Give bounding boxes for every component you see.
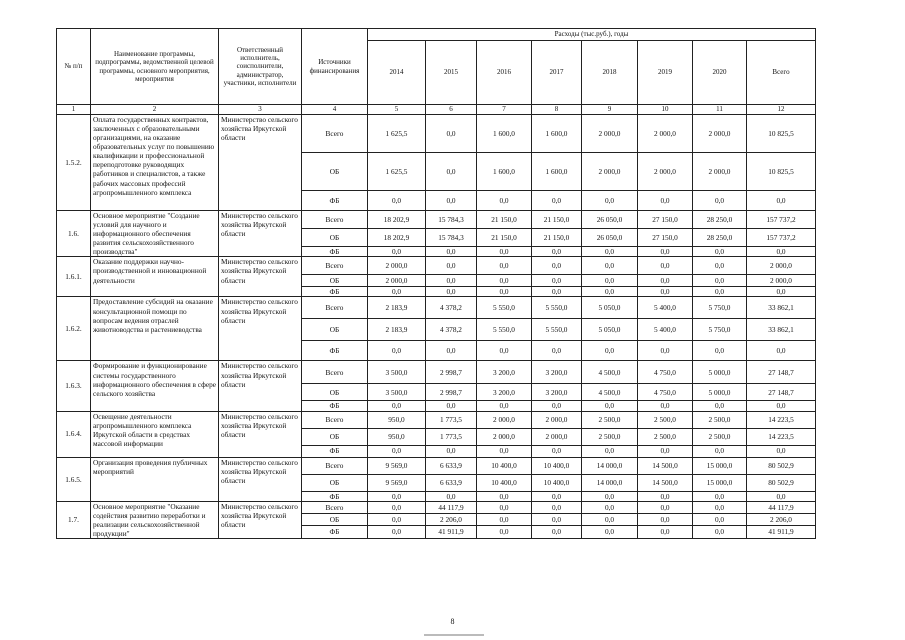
table-row <box>57 411 816 428</box>
year-value: 10 400,0 <box>532 474 582 491</box>
total-value: 2 206,0 <box>747 513 816 525</box>
year-value: 10 400,0 <box>477 474 532 491</box>
year-value: 0,0 <box>368 501 426 513</box>
year-value: 3 200,0 <box>532 361 582 384</box>
year-value: 0,0 <box>477 275 532 287</box>
funding-source: ОБ <box>302 228 368 246</box>
column-number: 8 <box>532 105 582 115</box>
funding-source: Всего <box>302 501 368 513</box>
year-value: 0,0 <box>477 401 532 411</box>
year-value: 4 378,2 <box>426 297 477 319</box>
year-value: 2 183,9 <box>368 297 426 319</box>
year-value: 2 000,0 <box>477 428 532 445</box>
year-value: 1 625,5 <box>368 114 426 152</box>
header-year-2020: 2020 <box>693 41 747 105</box>
column-number: 5 <box>368 105 426 115</box>
year-value: 9 569,0 <box>368 457 426 474</box>
year-value: 0,0 <box>638 445 693 457</box>
year-value: 28 250,0 <box>693 210 747 228</box>
column-number: 1 <box>57 105 91 115</box>
year-value: 0,0 <box>638 190 693 210</box>
header-year-total: Всего <box>747 41 816 105</box>
year-value: 0,0 <box>477 341 532 361</box>
year-value: 2 500,0 <box>638 411 693 428</box>
year-value: 14 000,0 <box>582 457 638 474</box>
item-name: Основное мероприятие "Оказание содействия развитию переработки и реализации сельскохозяйственной продукции" <box>91 501 219 538</box>
total-value: 44 117,9 <box>747 501 816 513</box>
year-value: 0,0 <box>532 513 582 525</box>
column-number: 4 <box>302 105 368 115</box>
header-year-2017: 2017 <box>532 41 582 105</box>
year-value: 21 150,0 <box>532 228 582 246</box>
year-value: 2 000,0 <box>368 257 426 275</box>
year-value: 0,0 <box>638 246 693 257</box>
year-value: 27 150,0 <box>638 228 693 246</box>
item-executor: Министерство сельского хозяйства Иркутской области <box>219 297 302 361</box>
total-value: 33 862,1 <box>747 319 816 341</box>
year-value: 0,0 <box>426 287 477 297</box>
column-number: 12 <box>747 105 816 115</box>
year-value: 26 050,0 <box>582 210 638 228</box>
year-value: 2 000,0 <box>693 152 747 190</box>
funding-source: ОБ <box>302 319 368 341</box>
year-value: 0,0 <box>693 246 747 257</box>
funding-source: ФБ <box>302 401 368 411</box>
funding-source: ОБ <box>302 513 368 525</box>
year-value: 0,0 <box>582 525 638 538</box>
total-value: 14 223,5 <box>747 411 816 428</box>
funding-source: Всего <box>302 361 368 384</box>
item-name: Оказание поддержки научно-производственной и инновационной деятельности <box>91 257 219 297</box>
table-row <box>57 361 816 384</box>
year-value: 0,0 <box>532 401 582 411</box>
year-value: 5 750,0 <box>693 319 747 341</box>
year-value: 0,0 <box>693 445 747 457</box>
column-number: 11 <box>693 105 747 115</box>
year-value: 0,0 <box>693 401 747 411</box>
year-value: 2 500,0 <box>582 428 638 445</box>
year-value: 0,0 <box>368 246 426 257</box>
funding-source: ФБ <box>302 246 368 257</box>
scan-artifact <box>424 634 484 636</box>
year-value: 4 750,0 <box>638 384 693 401</box>
year-value: 15 784,3 <box>426 210 477 228</box>
year-value: 0,0 <box>426 190 477 210</box>
funding-source: Всего <box>302 257 368 275</box>
year-value: 4 500,0 <box>582 384 638 401</box>
item-executor: Министерство сельского хозяйства Иркутской области <box>219 257 302 297</box>
year-value: 0,0 <box>693 190 747 210</box>
year-value: 0,0 <box>532 501 582 513</box>
year-value: 0,0 <box>477 257 532 275</box>
funding-source: Всего <box>302 457 368 474</box>
item-number: 1.6. <box>57 210 91 257</box>
year-value: 0,0 <box>693 257 747 275</box>
year-value: 0,0 <box>532 190 582 210</box>
total-value: 0,0 <box>747 401 816 411</box>
year-value: 950,0 <box>368 411 426 428</box>
total-value: 10 825,5 <box>747 152 816 190</box>
funding-source: ФБ <box>302 287 368 297</box>
year-value: 5 400,0 <box>638 297 693 319</box>
year-value: 2 000,0 <box>693 114 747 152</box>
year-value: 0,0 <box>638 341 693 361</box>
year-value: 2 000,0 <box>532 411 582 428</box>
funding-source: ОБ <box>302 384 368 401</box>
year-value: 0,0 <box>426 341 477 361</box>
year-value: 3 500,0 <box>368 384 426 401</box>
year-value: 1 600,0 <box>477 152 532 190</box>
total-value: 10 825,5 <box>747 114 816 152</box>
year-value: 0,0 <box>368 445 426 457</box>
item-name: Предоставление субсидий на оказание консультационной помощи по вопросам ведения отраслей животноводства и растениеводства <box>91 297 219 361</box>
item-name: Основное мероприятие "Создание условий для научного и информационного обеспечения развития сельскохозяйственного производства" <box>91 210 219 257</box>
item-number: 1.7. <box>57 501 91 538</box>
year-value: 0,0 <box>477 501 532 513</box>
year-value: 2 000,0 <box>477 411 532 428</box>
year-value: 0,0 <box>582 275 638 287</box>
total-value: 80 502,9 <box>747 474 816 491</box>
year-value: 10 400,0 <box>532 457 582 474</box>
year-value: 28 250,0 <box>693 228 747 246</box>
header-expenses: Расходы (тыс.руб.), годы <box>368 29 816 41</box>
header-year-2019: 2019 <box>638 41 693 105</box>
year-value: 5 550,0 <box>477 297 532 319</box>
year-value: 44 117,9 <box>426 501 477 513</box>
column-number: 2 <box>91 105 219 115</box>
year-value: 0,0 <box>426 257 477 275</box>
year-value: 0,0 <box>532 287 582 297</box>
item-number: 1.6.3. <box>57 361 91 411</box>
year-value: 0,0 <box>426 275 477 287</box>
column-number: 6 <box>426 105 477 115</box>
year-value: 0,0 <box>582 401 638 411</box>
year-value: 0,0 <box>426 445 477 457</box>
year-value: 0,0 <box>638 287 693 297</box>
funding-source: ФБ <box>302 445 368 457</box>
year-value: 0,0 <box>532 525 582 538</box>
year-value: 0,0 <box>532 341 582 361</box>
year-value: 0,0 <box>638 491 693 501</box>
column-number: 9 <box>582 105 638 115</box>
year-value: 0,0 <box>368 513 426 525</box>
item-executor: Министерство сельского хозяйства Иркутской области <box>219 114 302 210</box>
year-value: 950,0 <box>368 428 426 445</box>
year-value: 2 998,7 <box>426 361 477 384</box>
funding-source: Всего <box>302 297 368 319</box>
year-value: 0,0 <box>638 501 693 513</box>
year-value: 0,0 <box>368 491 426 501</box>
year-value: 3 200,0 <box>477 384 532 401</box>
year-value: 1 625,5 <box>368 152 426 190</box>
funding-source: ФБ <box>302 190 368 210</box>
year-value: 2 500,0 <box>693 428 747 445</box>
year-value: 0,0 <box>582 190 638 210</box>
header-name: Наименование программы, подпрограммы, ведомственной целевой программы, основного мероприятия, мероприятия <box>91 29 219 105</box>
year-value: 0,0 <box>477 445 532 457</box>
header-source: Источники финансирования <box>302 29 368 105</box>
year-value: 2 000,0 <box>582 152 638 190</box>
year-value: 2 000,0 <box>532 428 582 445</box>
year-value: 0,0 <box>582 287 638 297</box>
year-value: 1 600,0 <box>477 114 532 152</box>
year-value: 0,0 <box>693 275 747 287</box>
year-value: 27 150,0 <box>638 210 693 228</box>
funding-source: ФБ <box>302 341 368 361</box>
year-value: 0,0 <box>477 287 532 297</box>
item-number: 1.6.4. <box>57 411 91 457</box>
year-value: 0,0 <box>532 445 582 457</box>
total-value: 27 148,7 <box>747 384 816 401</box>
year-value: 2 206,0 <box>426 513 477 525</box>
year-value: 0,0 <box>693 341 747 361</box>
funding-source: ФБ <box>302 525 368 538</box>
total-value: 0,0 <box>747 287 816 297</box>
total-value: 0,0 <box>747 341 816 361</box>
year-value: 0,0 <box>582 491 638 501</box>
header-year-2018: 2018 <box>582 41 638 105</box>
year-value: 0,0 <box>532 246 582 257</box>
year-value: 4 750,0 <box>638 361 693 384</box>
year-value: 0,0 <box>426 401 477 411</box>
year-value: 14 000,0 <box>582 474 638 491</box>
year-value: 15 000,0 <box>693 474 747 491</box>
year-value: 41 911,9 <box>426 525 477 538</box>
year-value: 0,0 <box>693 501 747 513</box>
funding-source: Всего <box>302 210 368 228</box>
year-value: 18 202,9 <box>368 210 426 228</box>
table-row <box>57 257 816 275</box>
funding-source: ОБ <box>302 428 368 445</box>
year-value: 6 633,9 <box>426 457 477 474</box>
total-value: 0,0 <box>747 445 816 457</box>
year-value: 1 600,0 <box>532 114 582 152</box>
year-value: 1 600,0 <box>532 152 582 190</box>
year-value: 0,0 <box>477 525 532 538</box>
header-year-2015: 2015 <box>426 41 477 105</box>
year-value: 0,0 <box>582 501 638 513</box>
total-value: 27 148,7 <box>747 361 816 384</box>
year-value: 2 998,7 <box>426 384 477 401</box>
total-value: 2 000,0 <box>747 275 816 287</box>
funding-source: ОБ <box>302 474 368 491</box>
total-value: 157 737,2 <box>747 210 816 228</box>
year-value: 5 550,0 <box>532 297 582 319</box>
year-value: 4 378,2 <box>426 319 477 341</box>
year-value: 26 050,0 <box>582 228 638 246</box>
year-value: 0,0 <box>532 491 582 501</box>
year-value: 5 750,0 <box>693 297 747 319</box>
year-value: 0,0 <box>426 114 477 152</box>
year-value: 2 500,0 <box>638 428 693 445</box>
year-value: 0,0 <box>477 190 532 210</box>
column-number: 3 <box>219 105 302 115</box>
expenses-table <box>56 28 816 539</box>
year-value: 0,0 <box>426 246 477 257</box>
year-value: 0,0 <box>582 257 638 275</box>
page-number: 8 <box>450 617 455 626</box>
year-value: 0,0 <box>582 341 638 361</box>
year-value: 0,0 <box>368 190 426 210</box>
total-value: 0,0 <box>747 491 816 501</box>
item-name: Освещение деятельности агропромышленного комплекса Иркутской области в средствах массовой информации <box>91 411 219 457</box>
header-year-2014: 2014 <box>368 41 426 105</box>
total-value: 14 223,5 <box>747 428 816 445</box>
item-name: Оплата государственных контрактов, заключенных с образовательными организациями, на оказание образовательных услуг по повышению квалификации и профессиональной переподготовке руководящих работников и специалистов, а также рабочих массовых профессий агропромышленного комплекса <box>91 114 219 210</box>
year-value: 5 050,0 <box>582 297 638 319</box>
total-value: 0,0 <box>747 246 816 257</box>
year-value: 5 050,0 <box>582 319 638 341</box>
item-executor: Министерство сельского хозяйства Иркутской области <box>219 210 302 257</box>
year-value: 6 633,9 <box>426 474 477 491</box>
year-value: 5 000,0 <box>693 361 747 384</box>
year-value: 2 000,0 <box>638 114 693 152</box>
column-number: 10 <box>638 105 693 115</box>
year-value: 0,0 <box>693 525 747 538</box>
year-value: 21 150,0 <box>477 210 532 228</box>
total-value: 33 862,1 <box>747 297 816 319</box>
year-value: 0,0 <box>638 401 693 411</box>
year-value: 5 000,0 <box>693 384 747 401</box>
year-value: 0,0 <box>638 257 693 275</box>
year-value: 5 550,0 <box>477 319 532 341</box>
year-value: 2 000,0 <box>582 114 638 152</box>
total-value: 41 911,9 <box>747 525 816 538</box>
year-value: 2 183,9 <box>368 319 426 341</box>
item-number: 1.6.2. <box>57 297 91 361</box>
year-value: 9 569,0 <box>368 474 426 491</box>
year-value: 0,0 <box>532 257 582 275</box>
funding-source: Всего <box>302 411 368 428</box>
year-value: 0,0 <box>426 491 477 501</box>
year-value: 0,0 <box>426 152 477 190</box>
item-executor: Министерство сельского хозяйства Иркутской области <box>219 501 302 538</box>
year-value: 0,0 <box>638 513 693 525</box>
year-value: 0,0 <box>368 401 426 411</box>
year-value: 3 200,0 <box>477 361 532 384</box>
item-number: 1.6.1. <box>57 257 91 297</box>
item-number: 1.6.5. <box>57 457 91 501</box>
year-value: 14 500,0 <box>638 457 693 474</box>
item-number: 1.5.2. <box>57 114 91 210</box>
year-value: 2 500,0 <box>582 411 638 428</box>
year-value: 1 773,5 <box>426 428 477 445</box>
year-value: 5 550,0 <box>532 319 582 341</box>
year-value: 21 150,0 <box>532 210 582 228</box>
year-value: 0,0 <box>477 491 532 501</box>
year-value: 0,0 <box>638 525 693 538</box>
year-value: 0,0 <box>693 491 747 501</box>
year-value: 15 000,0 <box>693 457 747 474</box>
year-value: 2 000,0 <box>368 275 426 287</box>
year-value: 2 000,0 <box>638 152 693 190</box>
year-value: 0,0 <box>693 287 747 297</box>
year-value: 14 500,0 <box>638 474 693 491</box>
year-value: 0,0 <box>693 513 747 525</box>
funding-source: ОБ <box>302 152 368 190</box>
year-value: 3 200,0 <box>532 384 582 401</box>
item-name: Формирование и функционирование системы государственного информационного обеспечения в сфере сельского хозяйства <box>91 361 219 411</box>
table-row <box>57 297 816 319</box>
total-value: 0,0 <box>747 190 816 210</box>
total-value: 157 737,2 <box>747 228 816 246</box>
total-value: 80 502,9 <box>747 457 816 474</box>
year-value: 0,0 <box>638 275 693 287</box>
year-value: 0,0 <box>477 246 532 257</box>
year-value: 4 500,0 <box>582 361 638 384</box>
header-no: № п/п <box>57 29 91 105</box>
item-executor: Министерство сельского хозяйства Иркутской области <box>219 361 302 411</box>
column-number: 7 <box>477 105 532 115</box>
funding-source: Всего <box>302 114 368 152</box>
year-value: 0,0 <box>368 525 426 538</box>
header-year-2016: 2016 <box>477 41 532 105</box>
table-row <box>57 210 816 228</box>
year-value: 10 400,0 <box>477 457 532 474</box>
item-executor: Министерство сельского хозяйства Иркутской области <box>219 457 302 501</box>
year-value: 0,0 <box>532 275 582 287</box>
table-row <box>57 501 816 513</box>
year-value: 0,0 <box>582 246 638 257</box>
year-value: 1 773,5 <box>426 411 477 428</box>
year-value: 0,0 <box>477 513 532 525</box>
table-row <box>57 114 816 152</box>
header-executor: Ответственный исполнитель, соисполнители, администратор, участники, исполнители <box>219 29 302 105</box>
year-value: 15 784,3 <box>426 228 477 246</box>
year-value: 0,0 <box>368 287 426 297</box>
year-value: 2 500,0 <box>693 411 747 428</box>
year-value: 3 500,0 <box>368 361 426 384</box>
table-row <box>57 457 816 474</box>
year-value: 0,0 <box>368 341 426 361</box>
year-value: 0,0 <box>582 513 638 525</box>
funding-source: ФБ <box>302 491 368 501</box>
year-value: 5 400,0 <box>638 319 693 341</box>
item-executor: Министерство сельского хозяйства Иркутской области <box>219 411 302 457</box>
year-value: 0,0 <box>582 445 638 457</box>
year-value: 21 150,0 <box>477 228 532 246</box>
year-value: 18 202,9 <box>368 228 426 246</box>
total-value: 2 000,0 <box>747 257 816 275</box>
funding-source: ОБ <box>302 275 368 287</box>
item-name: Организация проведения публичных мероприятий <box>91 457 219 501</box>
